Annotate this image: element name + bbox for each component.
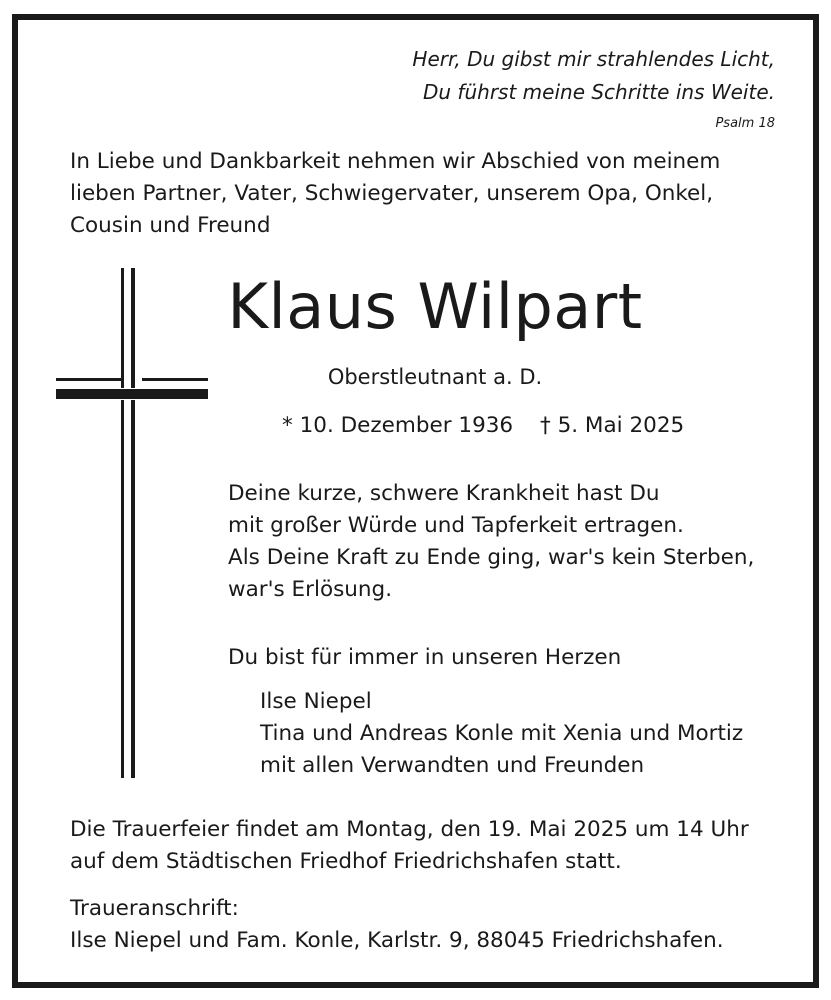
mourner-line-2: Tina und Andreas Konle mit Xenia und Mortiz: [260, 721, 744, 746]
mourning-address: [70, 893, 724, 957]
quote-source: Psalm 18: [715, 116, 775, 131]
poem-line-1: Deine kurze, schwere Krankheit hast Du: [228, 481, 660, 506]
address-value: Ilse Niepel und Fam. Konle, Karlstr. 9, 88045 Friedrichshafen.: [70, 928, 724, 953]
poem-line-2: mit großer Würde und Tapferkeit ertragen.: [228, 513, 684, 538]
quote-line-2: Du führst meine Schritte ins Weite.: [423, 80, 775, 104]
poem-text: [228, 478, 754, 606]
deceased-name: Klaus Wilpart: [227, 270, 643, 343]
funeral-line-1: Die Trauerfeier findet am Montag, den 19. Mai 2025 um 14 Uhr: [70, 817, 749, 842]
intro-line-3: Cousin und Freund: [70, 213, 271, 238]
funeral-line-2: auf dem Städtischen Friedhof Friedrichshafen statt.: [70, 849, 622, 874]
quote-line-1: Herr, Du gibst mir strahlendes Licht,: [412, 47, 775, 71]
closing-line: Du bist für immer in unseren Herzen: [228, 645, 622, 670]
poem-line-4: war's Erlösung.: [228, 577, 393, 602]
intro-line-2: lieben Partner, Vater, Schwiegervater, unserem Opa, Onkel,: [70, 181, 714, 206]
mourner-line-3: mit allen Verwandten und Freunden: [260, 753, 645, 778]
deceased-rank: Oberstleutnant a. D.: [327, 365, 543, 389]
mourners-list: [260, 686, 743, 782]
funeral-info: [70, 814, 749, 878]
death-date: † 5. Mai 2025: [540, 413, 685, 438]
poem-line-3: Als Deine Kraft zu Ende ging, war's kein Sterben,: [228, 545, 755, 570]
intro-line-1: In Liebe und Dankbarkeit nehmen wir Abschied von meinem: [70, 149, 721, 174]
mourner-line-1: Ilse Niepel: [260, 689, 372, 714]
birth-date: * 10. Dezember 1936: [282, 413, 514, 438]
address-label: Traueranschrift:: [70, 896, 239, 921]
